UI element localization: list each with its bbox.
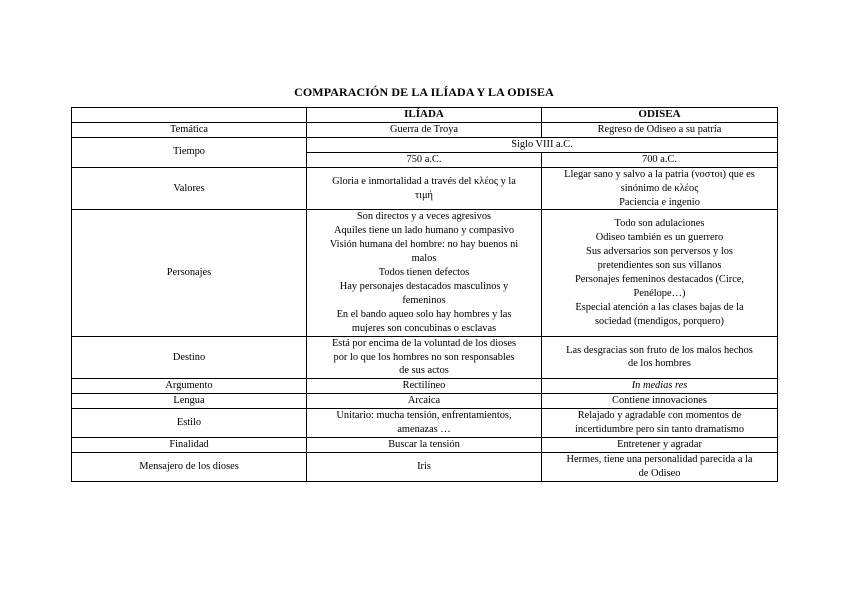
label-destino: Destino [72, 336, 307, 379]
iliada-finalidad: Buscar la tensión [307, 437, 542, 452]
odisea-personajes [542, 210, 778, 336]
odisea-mensajero [542, 452, 778, 481]
iliada-tiempo: 750 a.C. [307, 152, 542, 167]
document-title: COMPARACIÓN DE LA ILÍADA Y LA ODISEA [294, 85, 554, 99]
row-personajes [72, 210, 778, 336]
cell-line: mujeres son concubinas o esclavas [351, 322, 497, 334]
header-row [72, 108, 778, 123]
header-aspect [72, 108, 307, 123]
odisea-tiempo: 700 a.C. [542, 152, 778, 167]
label-valores: Valores [72, 167, 307, 210]
cell-line: incertidumbre pero sin tanto dramatismo [574, 424, 745, 436]
odisea-destino [542, 336, 778, 379]
cell-line: Está por encima de la voluntad de los dioses [331, 337, 517, 349]
tiempo-shared: Siglo VIII a.C. [307, 137, 778, 152]
cell-line: Hay personajes destacados masculinos y [339, 280, 509, 292]
cell-line: Hermes, tiene una personalidad parecida a la [566, 453, 753, 465]
iliada-mensajero: Iris [307, 452, 542, 481]
cell-line: de los hombres [628, 358, 691, 370]
header-odisea: ODISEA [542, 108, 778, 123]
row-lengua [72, 394, 778, 409]
label-mensajero: Mensajero de los dioses [72, 452, 307, 481]
cell-line: femeninos [402, 294, 446, 306]
row-valores [72, 167, 778, 210]
odisea-finalidad: Entretener y agradar [542, 437, 778, 452]
odisea-lengua: Contiene innovaciones [542, 394, 778, 409]
label-tiempo: Tiempo [72, 137, 307, 167]
header-iliada: ILÍADA [307, 108, 542, 123]
cell-line: Odiseo también es un guerrero [595, 232, 724, 244]
iliada-lengua: Arcaica [307, 394, 542, 409]
cell-line: de sus actos [399, 365, 449, 377]
label-tematica: Temática [72, 122, 307, 137]
cell-line: Las desgracias son fruto de los malos hechos [566, 344, 753, 356]
row-tiempo [72, 137, 778, 152]
cell-line: τιμή [415, 189, 433, 201]
odisea-estilo [542, 409, 778, 438]
cell-line: Visión humana del hombre: no hay buenos ni [329, 239, 519, 251]
iliada-valores [307, 167, 542, 210]
cell-line: por lo que los hombres no son responsables [333, 351, 515, 363]
label-personajes: Personajes [72, 210, 307, 336]
row-finalidad [72, 437, 778, 452]
label-lengua: Lengua [72, 394, 307, 409]
cell-line: Gloria e inmortalidad a través del κλέος y la [332, 175, 516, 187]
iliada-destino [307, 336, 542, 379]
row-mensajero [72, 452, 778, 481]
cell-line: sinónimo de κλέος [620, 182, 699, 194]
cell-line: de Odiseo [638, 467, 681, 479]
cell-line: Todo son adulaciones [614, 218, 705, 230]
cell-line: Llegar sano y salvo a la patria (νοστοι) que es [564, 168, 755, 180]
cell-line: Personajes femeninos destacados (Circe, [574, 274, 745, 286]
label-estilo: Estilo [72, 409, 307, 438]
cell-line: Paciencia e ingenio [619, 196, 700, 208]
row-estilo [72, 409, 778, 438]
cell-line: amenazas … [397, 424, 451, 436]
cell-line: Sus adversarios son perversos y los [586, 246, 733, 258]
cell-line: Penélope…) [633, 287, 686, 299]
cell-line: Aquiles tiene un lado humano y compasivo [333, 225, 515, 237]
iliada-tematica: Guerra de Troya [307, 122, 542, 137]
cell-line: malos [411, 253, 437, 265]
iliada-personajes [307, 210, 542, 336]
odisea-tematica: Regreso de Odiseo a su patria [542, 122, 778, 137]
cell-line: En el bando aqueo solo hay hombres y las [336, 308, 512, 320]
cell-line: sociedad (mendigos, porquero) [595, 315, 724, 327]
row-destino [72, 336, 778, 379]
odisea-valores [542, 167, 778, 210]
comparison-table [71, 107, 778, 482]
row-argumento [72, 379, 778, 394]
row-tematica [72, 122, 778, 137]
cell-line: Todos tienen defectos [378, 267, 470, 279]
iliada-argumento: Rectilíneo [307, 379, 542, 394]
cell-line: Relajado y agradable con momentos de [577, 410, 742, 422]
odisea-argumento: In medias res [542, 379, 778, 394]
label-argumento: Argumento [72, 379, 307, 394]
cell-line: Unitario: mucha tensión, enfrentamientos, [336, 410, 512, 422]
cell-line: Especial atención a las clases bajas de la [575, 301, 744, 313]
label-finalidad: Finalidad [72, 437, 307, 452]
cell-line: pretendientes son sus villanos [597, 260, 722, 272]
cell-line: Son directos y a veces agresivos [356, 211, 492, 223]
iliada-estilo [307, 409, 542, 438]
